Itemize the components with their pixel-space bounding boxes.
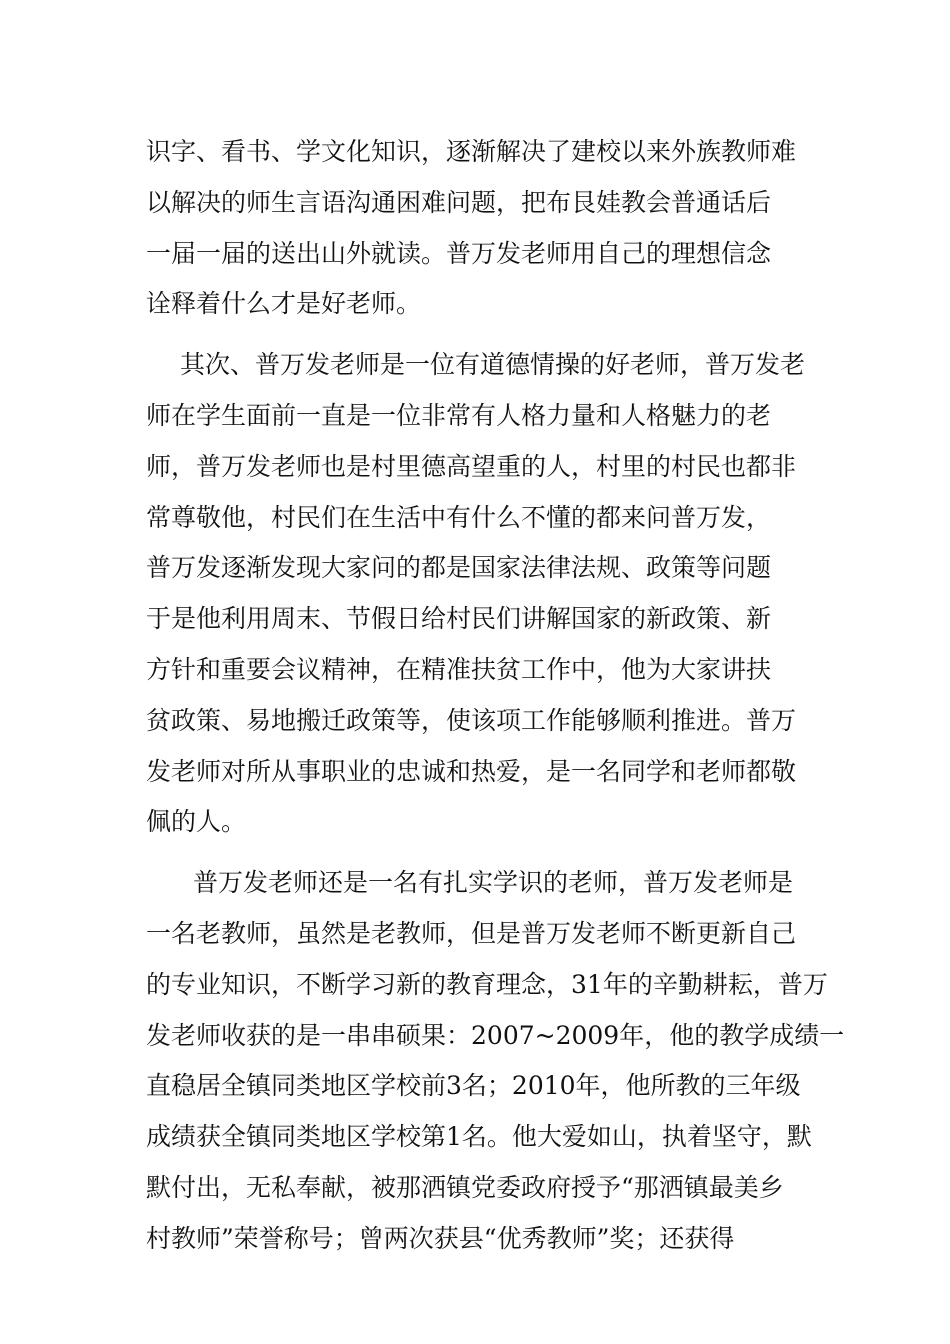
text-line: 师在学生面前一直是一位非常有人格力量和人格魅力的老 (146, 400, 772, 430)
paragraph-3 (146, 858, 845, 1264)
text-line: 普万发逐渐发现大家问的都是国家法律法规、政策等问题 (146, 553, 772, 583)
text-line: 的专业知识，不断学习新的教育理念，31年的辛勤耕耘，普万 (146, 969, 828, 999)
text-line: 发老师对所从事职业的忠诚和热爱，是一名同学和老师都敬 (146, 756, 797, 786)
text-line: 村教师”荣誉称号；曾两次获县“优秀教师”奖；还获得 (146, 1223, 735, 1253)
text-line: 常尊敬他，村民们在生活中有什么不懂的都来问普万发， (146, 502, 772, 532)
text-line: 一名老教师，虽然是老教师，但是普万发老师不断更新自己 (146, 918, 797, 948)
text-line: 贫政策、易地搬迁政策等，使该项工作能够顺利推进。普万 (146, 705, 797, 735)
text-line: 发老师收获的是一串串硕果：2007~2009年，他的教学成绩一 (146, 1020, 845, 1050)
document-body (146, 127, 845, 1265)
paragraph-spacing (146, 848, 806, 858)
text-line: 方针和重要会议精神，在精准扶贫工作中，他为大家讲扶 (146, 654, 772, 684)
text-line: 诠释着什么才是好老师。 (146, 289, 422, 319)
text-line: 直稳居全镇同类地区学校前3名；2010年，他所教的三年级 (146, 1071, 801, 1101)
text-line: 于是他利用周末、节假日给村民们讲解国家的新政策、新 (146, 604, 772, 634)
text-line: 识字、看书、学文化知识，逐渐解决了建校以来外族教师难 (146, 137, 797, 166)
text-line: 默付出，无私奉献，被那洒镇党委政府授予“那洒镇最美乡 (146, 1172, 784, 1202)
text-line: 一届一届的送出山外就读。普万发老师用自己的理想信念 (146, 238, 772, 268)
text-line: 以解决的师生言语沟通困难问题，把布艮娃教会普通话后 (146, 187, 772, 217)
text-line: 佩的人。 (146, 807, 247, 837)
text-line: 其次、普万发老师是一位有道德情操的好老师，普万发老 (180, 350, 806, 380)
paragraph-spacing (146, 330, 806, 340)
text-line: 成绩获全镇同类地区学校第1名。他大爱如山，执着坚守，默 (146, 1122, 812, 1152)
text-line: 师，普万发老师也是村里德高望重的人，村里的村民也都非 (146, 451, 797, 481)
paragraph-2 (146, 340, 806, 848)
paragraph-1 (146, 127, 806, 330)
text-line: 普万发老师还是一名有扎实学识的老师，普万发老师是 (193, 868, 794, 898)
